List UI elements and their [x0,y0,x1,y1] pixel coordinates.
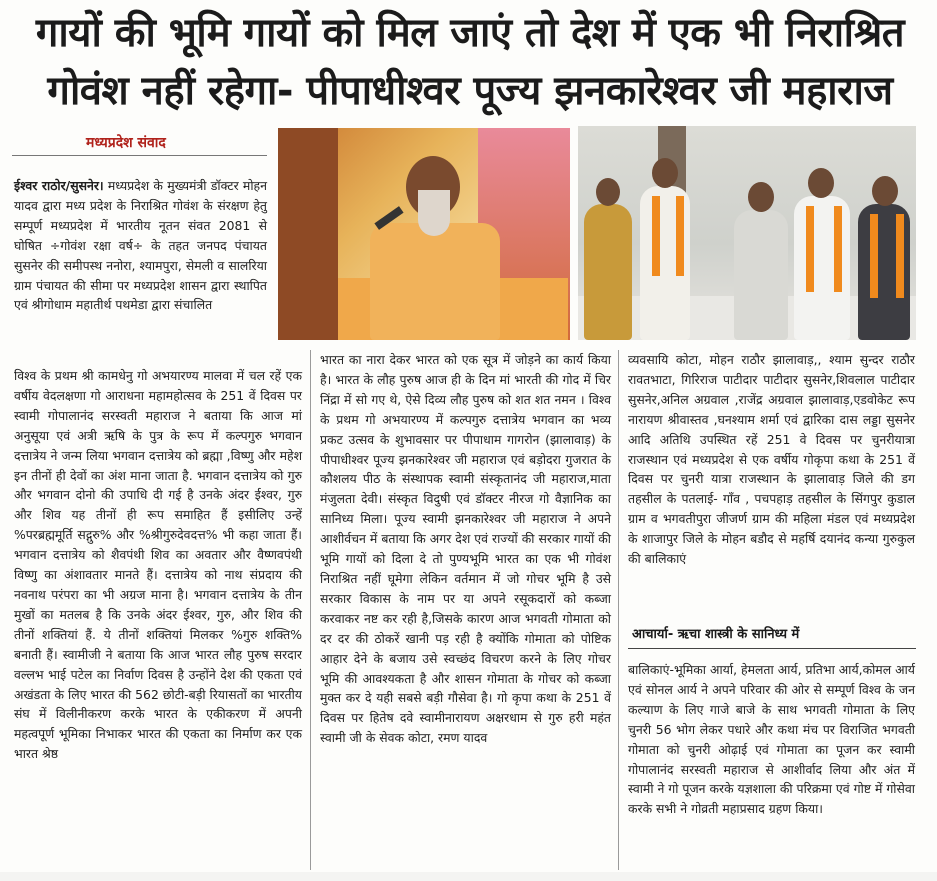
subheading: आचार्या- ऋचा शास्त्री के सानिध्य में [632,627,800,642]
article-column-3-text: व्यवसायि कोटा, मोहन राठौर झालावाड़,, श्याम सुन्दर राठौर रावतभाटा, गिरिराज पाटीदार पाटीदार सुसनेर,शिवलाल पाटीदार सुसनेर,अनिल अग्रवाल ,राजेंद्र अग्रवाल झालावाड़,एडवोकेट रूप नारायण श्रीवास्तव ,घनश्याम शर्मा एवं द्वारिका दास लड्डा सुसनेर आदि अतिथि उपस्थित रहें 251 वे दिवस पर चुनरीयात्रा राजस्थान एवं मध्यप्रदेश से एक वर्षीय गोकृपा कथा के 251 वें दिवस पर चुनरी यात्रा राजस्थान के झालावाड़ जिले की डग तहसील के पतलाई- गाँव , पचपहाड़ तहसील के सिंगपुर कुडाल ग्राम व भगवतीपुरा जीजर्ण ग्राम की महिला मंडल एवं मध्यप्रदेश के शाजापुर जिले के मोहन बडौद से महर्षि दयानंद कन्या गुरुकुल की बालिकाएं [628,352,915,567]
column-divider-1 [310,350,311,870]
photo-speaker [278,128,570,340]
article-column-3-bottom-text: बालिकाएं-भूमिका आर्या, हेमलता आर्य, प्रतिभा आर्य,कोमल आर्य एवं सोनल आर्य ने अपने परिवार की ओर से सम्पूर्ण विश्व के जन कल्याण के लिए गाजे बाजे के साथ भगवती गोमाता के लिए चुनरी 56 भोग लेकर पधारे और कथा मंच पर विराजित भगवती गोमाता को चुनरी ओढ़ाई एवं गोमाता का पूजन कर स्वामी गोपालानंद सरस्वती महाराज से आशीर्वाद लिया और अंत में स्वामी ने गो पूजन करके यज्ञशाला की परिक्रमा एवं गोष्ट में गोसेवा करके सभी ने गोव्रती महाप्रसाद ग्रहण किया। [628,662,915,817]
article-column-1-text: विश्व के प्रथम श्री कामधेनु गो अभयारण्य मालवा में चल रहें एक वर्षीय वेदलक्षणा गो आराधना महामहोत्सव के 251 वें दिवस पर स्वामी गोपालानंद सरस्वती महाराज ने बताया कि आज मां अनुसूया एवं अत्री ऋषि के पुत्र के रूप में कल्पगुरु भगवान दत्तात्रेय ने जन्म लिया भगवान दत्तात्रेय को ब्रह्मा ,विष्णु और महेश इन तीनों ही देवों का अंश माना जाता है. भगवान दत्तात्रेय को गुरु और भगवान दोनो की उपाधि दी गई है उनके अंदर ईश्वर, गुरु और शिव यह तीनों ही रूप समाहित हैं इसीलिए उन्हें %परब्रह्ममूर्ति सद्गुरु% और %श्रीगुरुदेवदत्त% भी कहा जाता हैं। भगवान दत्तात्रेय को शैवपंथी शिव का अवतार और वैष्णवपंथी विष्णु का अंशावतार मानते हैं। दत्तात्रेय को नाथ संप्रदाय की नवनाथ परंपरा का भी अग्रज माना है। भगवान दत्तात्रेय के तीन मुखों का मतलब है कि उनके अंदर ईश्वर, गुरु, और शिव की तीनों शक्तियां हैं. ये तीनों शक्तियां मिलकर %गुरु शक्ति% बनाती हैं। स्वामीजी ने बताया कि आज भारत लौह पुरुष सरदार वल्लभ भाई पटेल का निर्वाण दिवस है उन्होंने देश की एकता एवं अखंडता के लिए भारत की 562 छोटी-बड़ी रियासतों का भारतीय संघ में विलीनीकरण करके भारत के एकीकरण में अपनी महत्वपूर्ण भूमिका निभाकर भारत की एकता का निर्माण कर एक भारत श्रेष्ठ [14,368,302,762]
article-column-1 [14,366,302,764]
headline [14,4,926,120]
page-edge [0,872,937,881]
byline: ईश्वर राठोर/सुसनेर। [14,178,104,193]
headline-line-2: गोवंश नहीं रहेगा- पीपाधीश्वर पूज्य झनकारेश्वर जी महाराज [47,68,893,114]
article-column-2-text: भारत का नारा देकर भारत को एक सूत्र में जोड़ने का कार्य किया है। भारत के लौह पुरुष आज ही के दिन मां भारती की गोद में चिर निंद्रा में सो गए थे, ऐसे दिव्य लौह पुरुष को शत शत नमन । विश्व के प्रथम गो अभयारण्य में कल्पगुरु दत्तात्रेय भगवान का भव्य प्रकट उत्सव के शुभावसार पर पीपाधाम गागरोन (झालावाड़) के पीपाधीश्वर पूज्य झनकारेश्वर जी महाराज एवं बड़ोदरा गुजरात के कौशलय पीठ के संस्थापक स्वामी संस्कृतानंद जी महाराज,माता मंजुलता देवी। संस्कृत विदुषी एवं डॉक्टर नीरज गो वैज्ञानिक का सानिध्य मिला। पूज्य स्वामी झनकारेश्वर जी महाराज ने अपने आशीर्वचन में बताया कि अगर देश एवं राज्यों की सरकार गायों की भूमि गायों को दिला दे तो पुण्यभूमि भारत का एक भी गोवंश निराश्रित नहीं घूमेगा लेकिन वर्तमान में जो गोचर भूमि है उसे सरकार विकास के नाम पर या अपने रसूकदारों को कब्जा करवाकर नष्ट कर रही है,जिसके कारण आज भगवती गोमाता को दर दर की ठोकरें खानी पड़ रही है क्योंकि गोमाता को पोष्टिक आहार देने के बजाय उसे स्वच्छंद विचरण करने के लिए गोचर भूमि की आवश्यकता है और शासन गोमाता के गोचर को कब्जा मुक्त कर दे यही सबसे बड़ी गौसेवा है। गो कृपा कथा के 251 वें दिवस पर हितेष दवे स्वामीनारायण अक्षरधाम से गुरु हरी महंत स्वामी जी के सेवक कोटा, रमण यादव [320,352,611,746]
article-column-3-bottom [628,660,915,819]
photo-guests [578,126,916,340]
article-column-3 [628,350,915,569]
tag-divider [12,155,267,156]
headline-line-1: गायों की भूमि गायों को मिल जाएं तो देश में एक भी निराश्रित [35,10,905,56]
article-lead: मध्यप्रदेश के मुख्यमंत्री डॉक्टर मोहन यादव द्वारा मध्य प्रदेश के निराश्रित गोवंश के संरक्षण हेतु सम्पूर्ण मध्यप्रदेश में भारतीय नूतन संवत 2081 से घोषित ÷गोवंश रक्षा वर्ष÷ के तहत जनपद पंचायत सुसनेर की समीपस्थ ननोरा, श्यामपुरा, सेमली व सालरिया ग्राम पंचायत की सीमा पर मध्यप्रदेश शासन द्वारा स्थापित एवं श्रीगोधाम महातीर्थ पथमेडा द्वारा संचालित [14,178,267,313]
article-column-2 [320,350,611,748]
subheading-divider [628,648,916,649]
source-tag: मध्यप्रदेश संवाद [86,135,166,151]
column-divider-2 [618,350,619,870]
article-column-1-top [14,176,267,315]
